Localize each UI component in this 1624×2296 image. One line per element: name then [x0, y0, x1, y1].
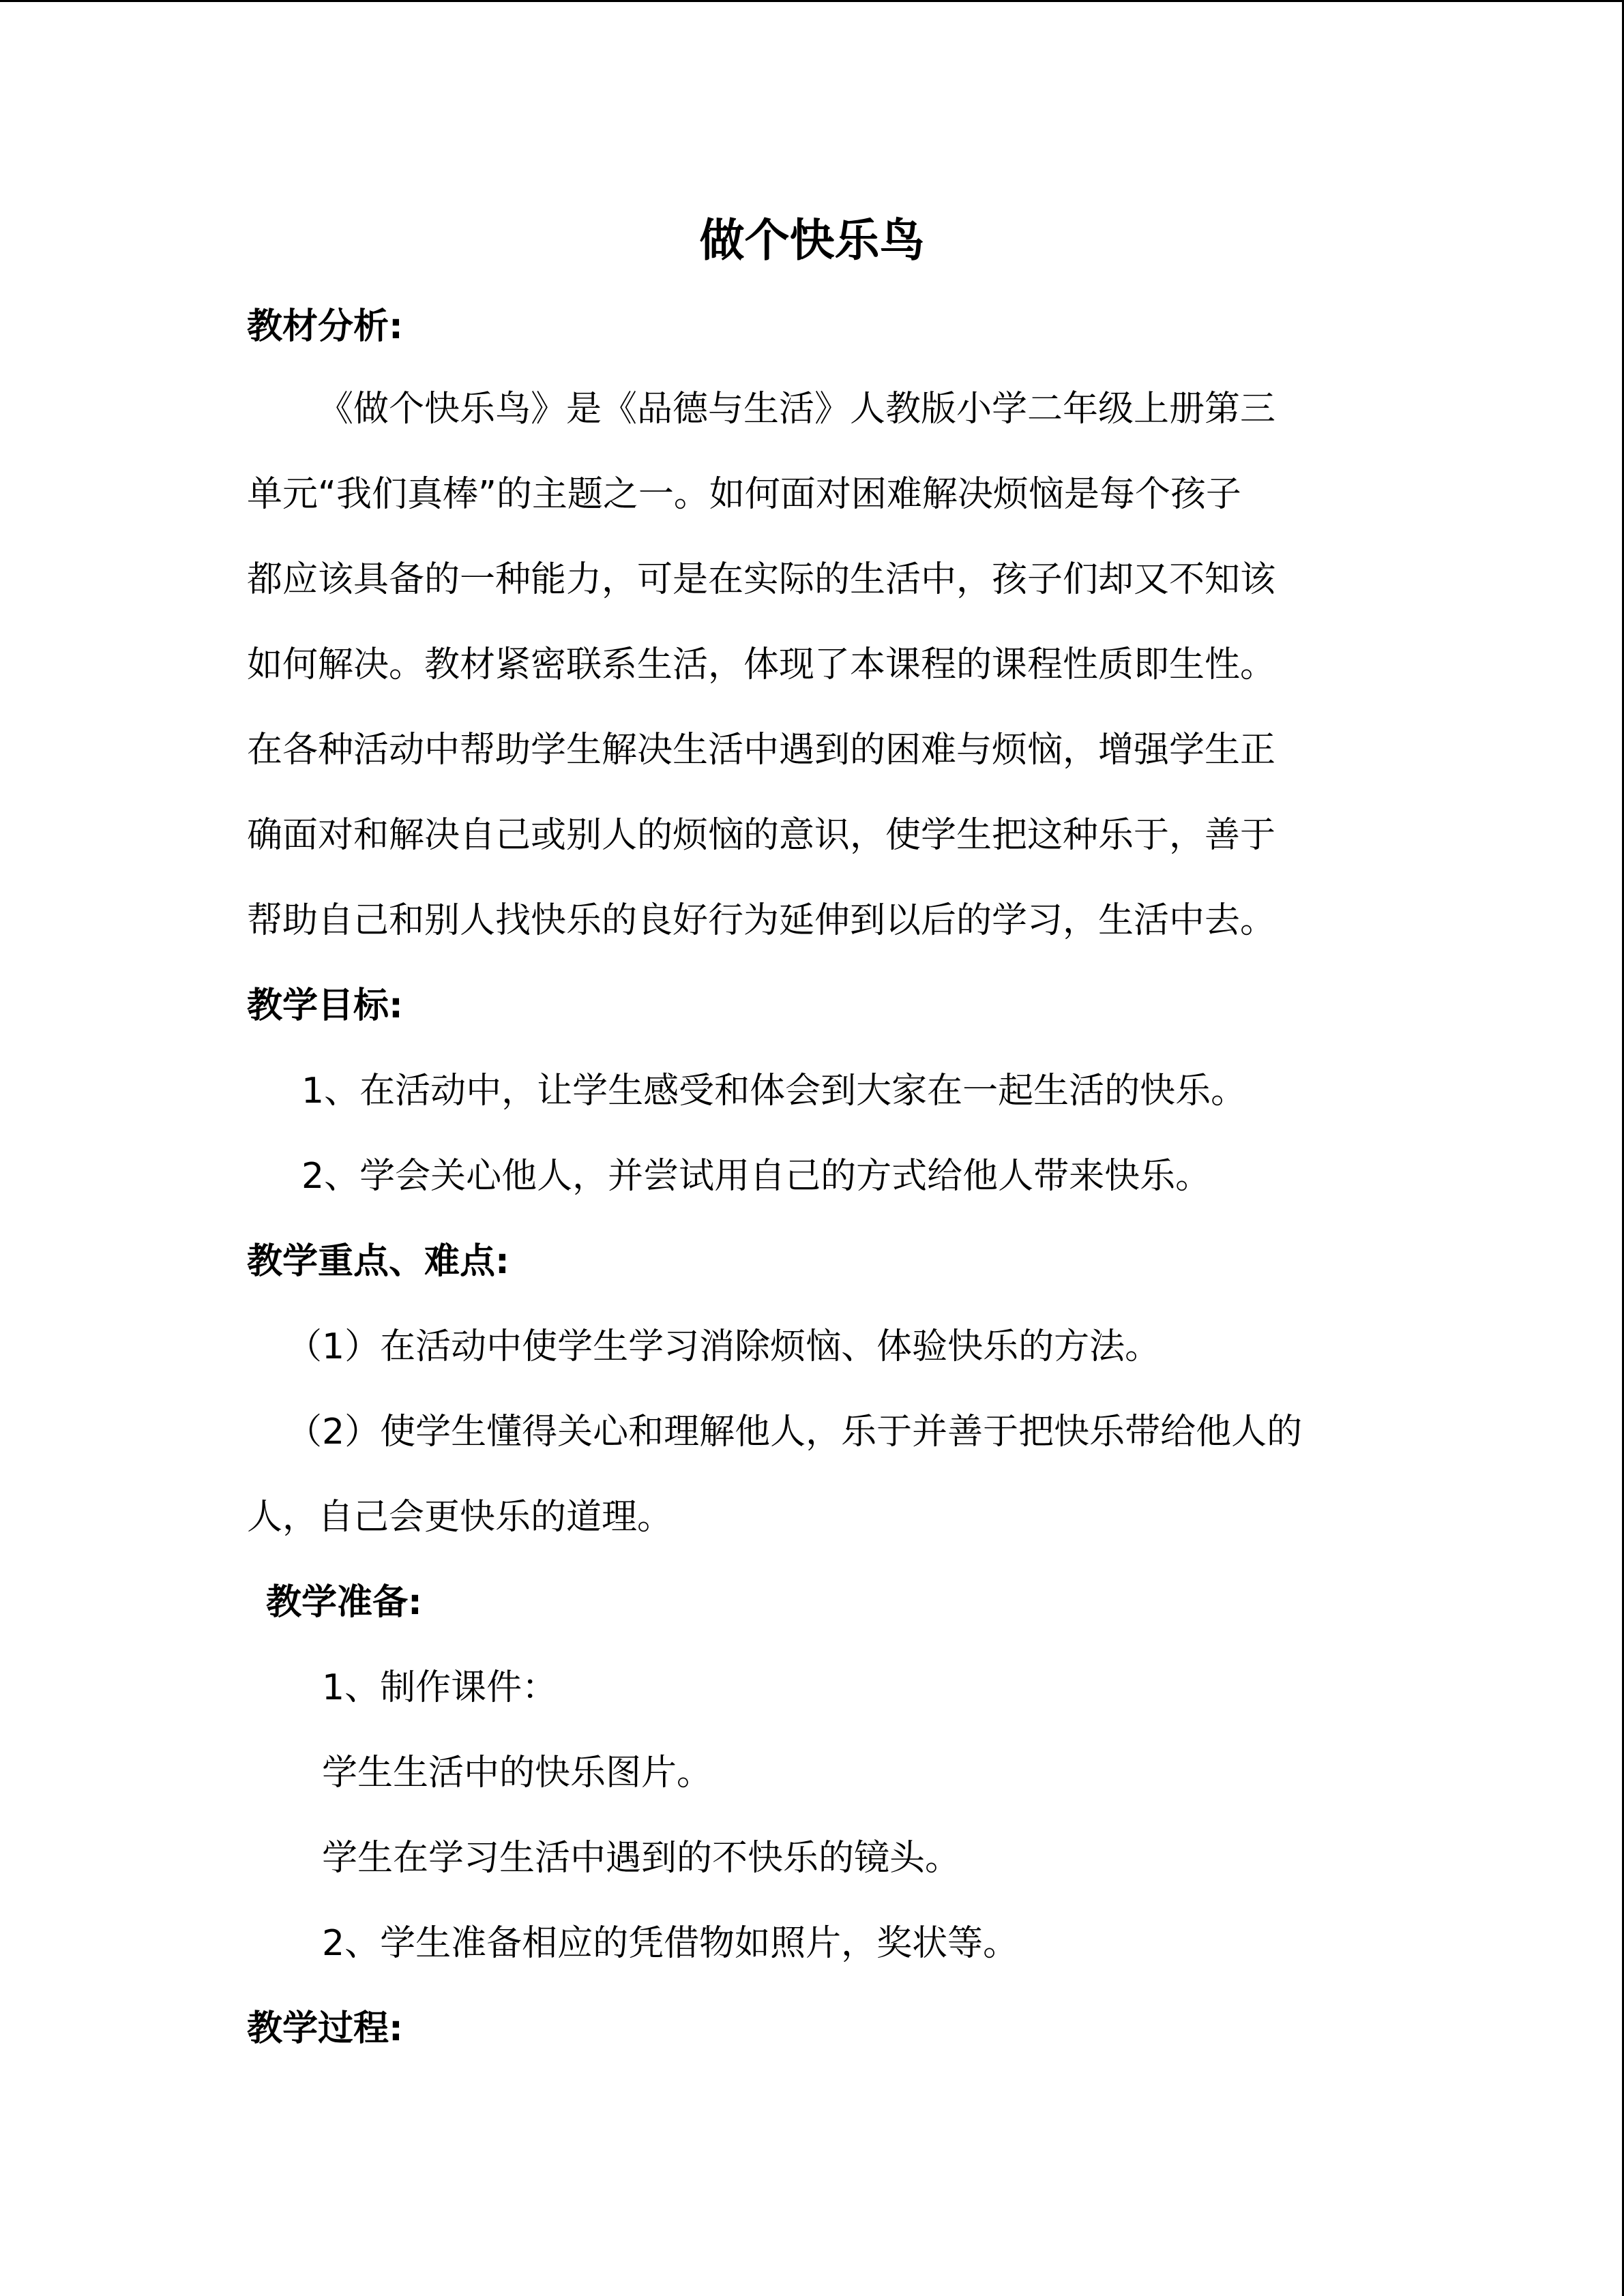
analysis-line: 单元“我们真棒”的主题之一。如何面对困难解决烦恼是每个孩子 — [247, 474, 1241, 515]
analysis-line: 《做个快乐鸟》是《品德与生活》人教版小学二年级上册第三 — [318, 389, 1276, 430]
keypoint-line: （2）使学生懂得关心和理解他人，乐于并善于把快乐带给他人的 — [286, 1412, 1303, 1452]
goals-heading: 教学目标: — [247, 985, 403, 1026]
prep-line: 1、制作课件： — [322, 1667, 558, 1708]
analysis-line: 在各种活动中帮助学生解决生活中遇到的困难与烦恼，增强学生正 — [247, 730, 1276, 771]
prep-line: 学生生活中的快乐图片。 — [322, 1753, 713, 1793]
keypoint-line: （1）在活动中使学生学习消除烦恼、体验快乐的方法。 — [286, 1326, 1161, 1367]
process-heading: 教学过程: — [247, 2008, 403, 2049]
analysis-line: 如何解决。教材紧密联系生活，体现了本课程的课程性质即生性。 — [247, 644, 1276, 685]
goal-item: 2、学会关心他人，并尝试用自己的方式给他人带来快乐。 — [301, 1156, 1211, 1197]
analysis-line: 帮助自己和别人找快乐的良好行为延伸到以后的学习，生活中去。 — [247, 900, 1276, 941]
keypoint-line: 人，自己会更快乐的道理。 — [247, 1497, 673, 1538]
keypoints-heading: 教学重点、难点: — [247, 1241, 510, 1282]
document-title: 做个快乐鸟 — [699, 214, 925, 267]
analysis-line: 都应该具备的一种能力，可是在实际的生活中，孩子们却又不知该 — [247, 559, 1276, 600]
goal-item: 1、在活动中，让学生感受和体会到大家在一起生活的快乐。 — [301, 1071, 1247, 1112]
prep-heading: 教学准备: — [266, 1582, 422, 1623]
prep-line: 2、学生准备相应的凭借物如照片，奖状等。 — [322, 1923, 1019, 1964]
analysis-heading: 教材分析: — [247, 306, 403, 347]
analysis-line: 确面对和解决自己或别人的烦恼的意识，使学生把这种乐于，善于 — [247, 815, 1276, 856]
prep-line: 学生在学习生活中遇到的不快乐的镜头。 — [322, 1838, 961, 1879]
